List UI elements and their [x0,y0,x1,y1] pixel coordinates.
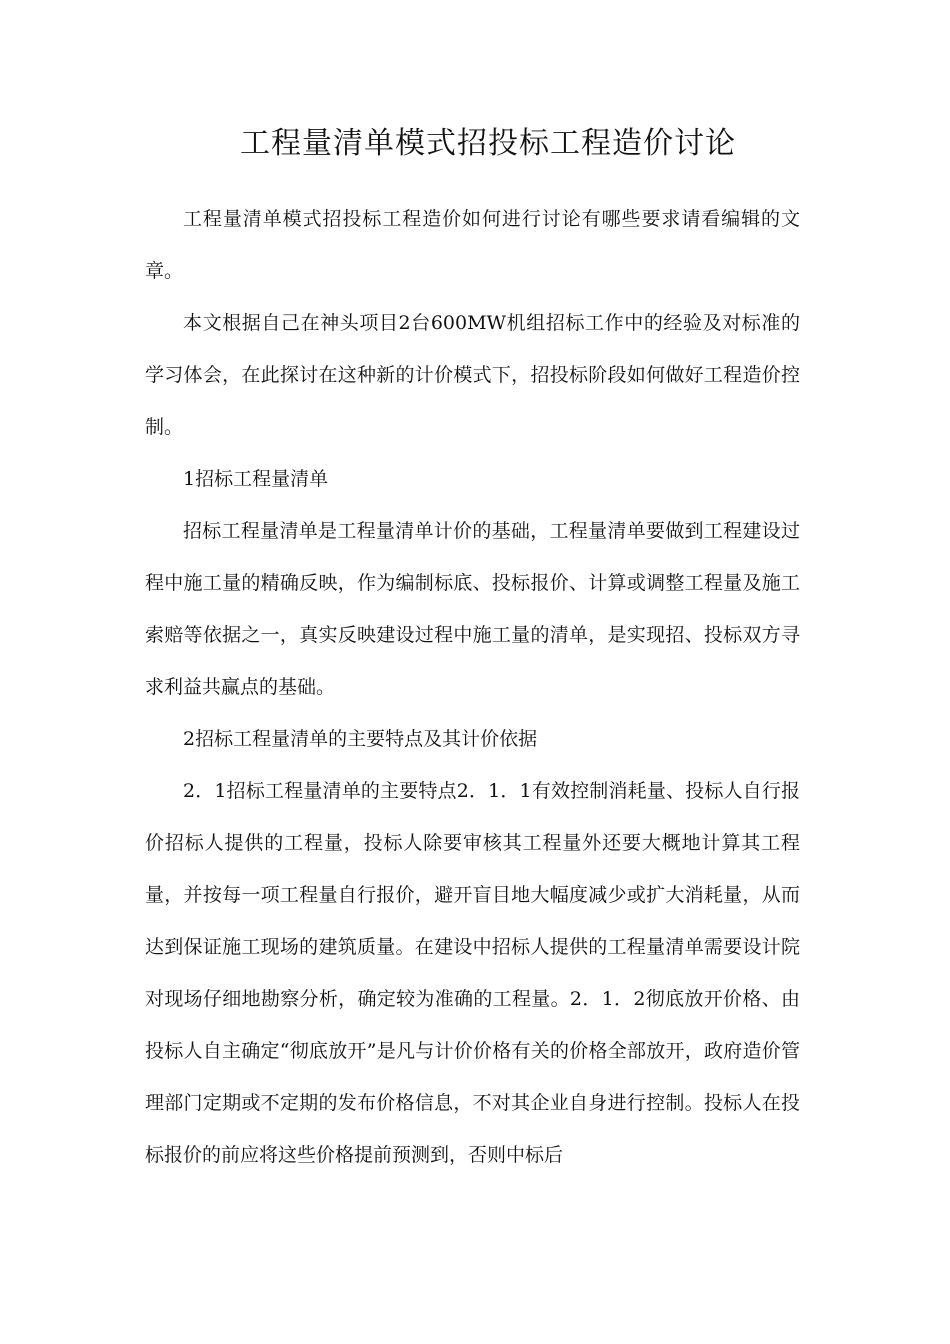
paragraph-section-1: 招标工程量清单是工程量清单计价的基础，工程量清单要做到工程建设过程中施工量的精确反映，作为编制标底、投标报价、计算或调整工程量及施工索赔等依据之一，真实反映建设过程中施工量的清单，是实现招、投标双方寻求利益共赢点的基础。 [145,520,800,698]
document-body [145,193,800,1181]
section-heading-1: 1招标工程量清单 [183,468,329,490]
paragraph-intro: 工程量清单模式招投标工程造价如何进行讨论有哪些要求请看编辑的文章。 [145,208,800,282]
paragraph-section-2-1: 2．1招标工程量清单的主要特点2．1．1有效控制消耗量、投标人自行报价招标人提供的工程量，投标人除要审核其工程量外还要大概地计算其工程量，并按每一项工程量自行报价，避开盲目地大幅度减少或扩大消耗量，从而达到保证施工现场的建筑质量。在建设中招标人提供的工程量清单需要设计院对现场仔细地勘察分析，确定较为准确的工程量。2．1．2彻底放开价格、由投标人自主确定“彻底放开”是凡与计价价格有关的价格全部放开，政府造价管理部门定期或不定期的发布价格信息，不对其企业自身进行控制。投标人在投标报价的前应将这些价格提前预测到，否则中标后 [145,780,800,1166]
paragraph-background: 本文根据自己在神头项目2台600MW机组招标工作中的经验及对标准的学习体会，在此探讨在这种新的计价模式下，招投标阶段如何做好工程造价控制。 [145,312,800,438]
document-title: 工程量清单模式招投标工程造价讨论 [240,126,736,161]
section-heading-2: 2招标工程量清单的主要特点及其计价依据 [183,728,538,750]
